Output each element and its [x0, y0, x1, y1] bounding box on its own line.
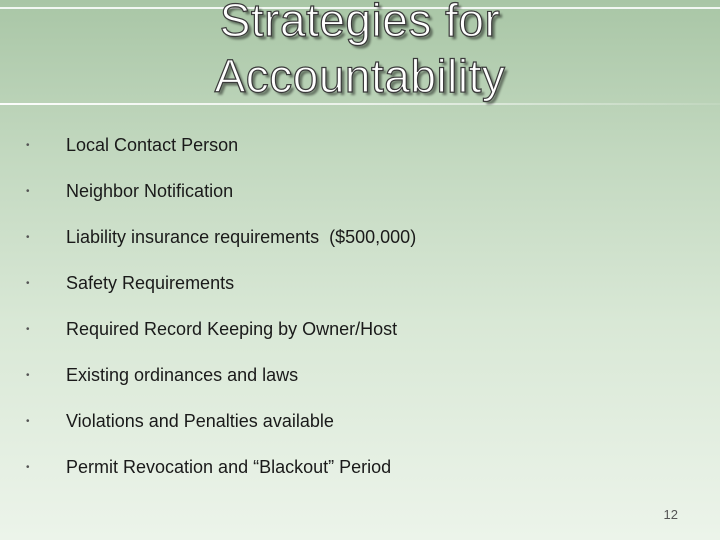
- title-line-1: Strategies for: [219, 0, 501, 46]
- bullet-item: [26, 122, 416, 168]
- bullet-item: [26, 260, 416, 306]
- bullet-dot-icon: •: [26, 139, 30, 151]
- bullet-dot-icon: •: [26, 323, 30, 335]
- bullet-text: Required Record Keeping by Owner/Host: [66, 318, 398, 339]
- bullet-dot-icon: •: [26, 415, 30, 427]
- bullet-text: Safety Requirements: [66, 272, 235, 293]
- bullet-text: Existing ordinances and laws: [66, 364, 299, 385]
- page-number: 12: [663, 507, 678, 522]
- bullet-item: [26, 398, 416, 444]
- bullet-dot-icon: •: [26, 461, 30, 473]
- bullet-text: Neighbor Notification: [66, 180, 234, 201]
- bullet-text: Violations and Penalties available: [66, 410, 334, 431]
- bullet-list: [26, 122, 416, 490]
- bullet-item: [26, 444, 416, 490]
- bullet-text: Local Contact Person: [66, 134, 239, 155]
- bullet-item: [26, 168, 416, 214]
- bullet-dot-icon: •: [26, 185, 30, 197]
- title-line-2: Accountability: [214, 50, 506, 102]
- bullet-text: Liability insurance requirements ($500,000): [66, 226, 417, 247]
- bullet-dot-icon: •: [26, 277, 30, 289]
- slide-title: [150, 0, 570, 104]
- bullet-dot-icon: •: [26, 369, 30, 381]
- bullet-item: [26, 214, 416, 260]
- bullet-text: Permit Revocation and “Blackout” Period: [66, 456, 392, 477]
- bullet-dot-icon: •: [26, 231, 30, 243]
- bullet-item: [26, 352, 416, 398]
- bullet-item: [26, 306, 416, 352]
